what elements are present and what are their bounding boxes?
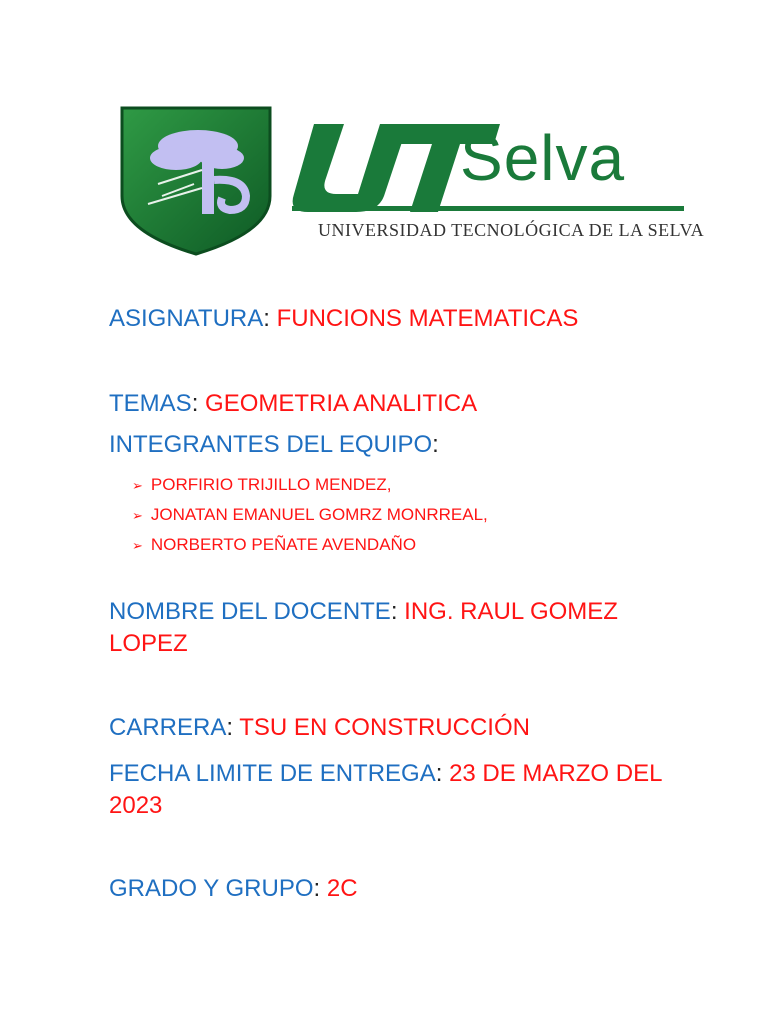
member-name: NORBERTO PEÑATE AVENDAÑO [150,535,417,554]
team-member-list [132,470,488,560]
logo-wordmark: Selva [460,122,626,194]
asignatura-value: FUNCIONS MATEMATICAS [276,305,579,332]
temas-value: GEOMETRIA ANALITICA [205,390,478,417]
grado-separator: : [313,875,321,902]
asignatura-separator: : [263,305,270,332]
asignatura-line [109,303,578,335]
fecha-separator: : [435,760,443,787]
integrantes-label: INTEGRANTES DEL EQUIPO [109,431,433,458]
carrera-label: CARRERA [109,714,227,741]
list-item [132,500,488,530]
temas-line [109,388,477,420]
fecha-line [109,758,669,822]
grado-line [109,873,358,905]
list-item [132,530,488,560]
docente-value: ING. RAUL GOMEZ LOPEZ [109,598,618,657]
logo-tagline: UNIVERSIDAD TECNOLÓGICA DE LA SELVA [318,220,705,240]
arrow-bullet-icon: ➢ [132,508,143,523]
docente-label: NOMBRE DEL DOCENTE [109,598,391,625]
docente-separator: : [390,598,398,625]
integrantes-line [109,429,439,461]
carrera-value: TSU EN CONSTRUCCIÓN [239,714,530,741]
arrow-bullet-icon: ➢ [132,478,143,493]
temas-separator: : [191,390,199,417]
grado-value: 2C [326,875,358,902]
member-name: PORFIRIO TRIJILLO MENDEZ, [150,475,392,494]
arrow-bullet-icon: ➢ [132,538,143,553]
docente-line [109,596,669,660]
fecha-value: 23 DE MARZO DEL 2023 [109,760,662,819]
temas-label: TEMAS [109,390,192,417]
carrera-line [109,712,530,744]
fecha-label: FECHA LIMITE DE ENTREGA [109,760,436,787]
carrera-separator: : [226,714,234,741]
integrantes-separator: : [432,431,439,458]
grado-label: GRADO Y GRUPO [109,875,314,902]
member-name: JONATAN EMANUEL GOMRZ MONRREAL, [150,505,488,524]
asignatura-label: ASIGNATURA [109,305,264,332]
list-item [132,470,488,500]
